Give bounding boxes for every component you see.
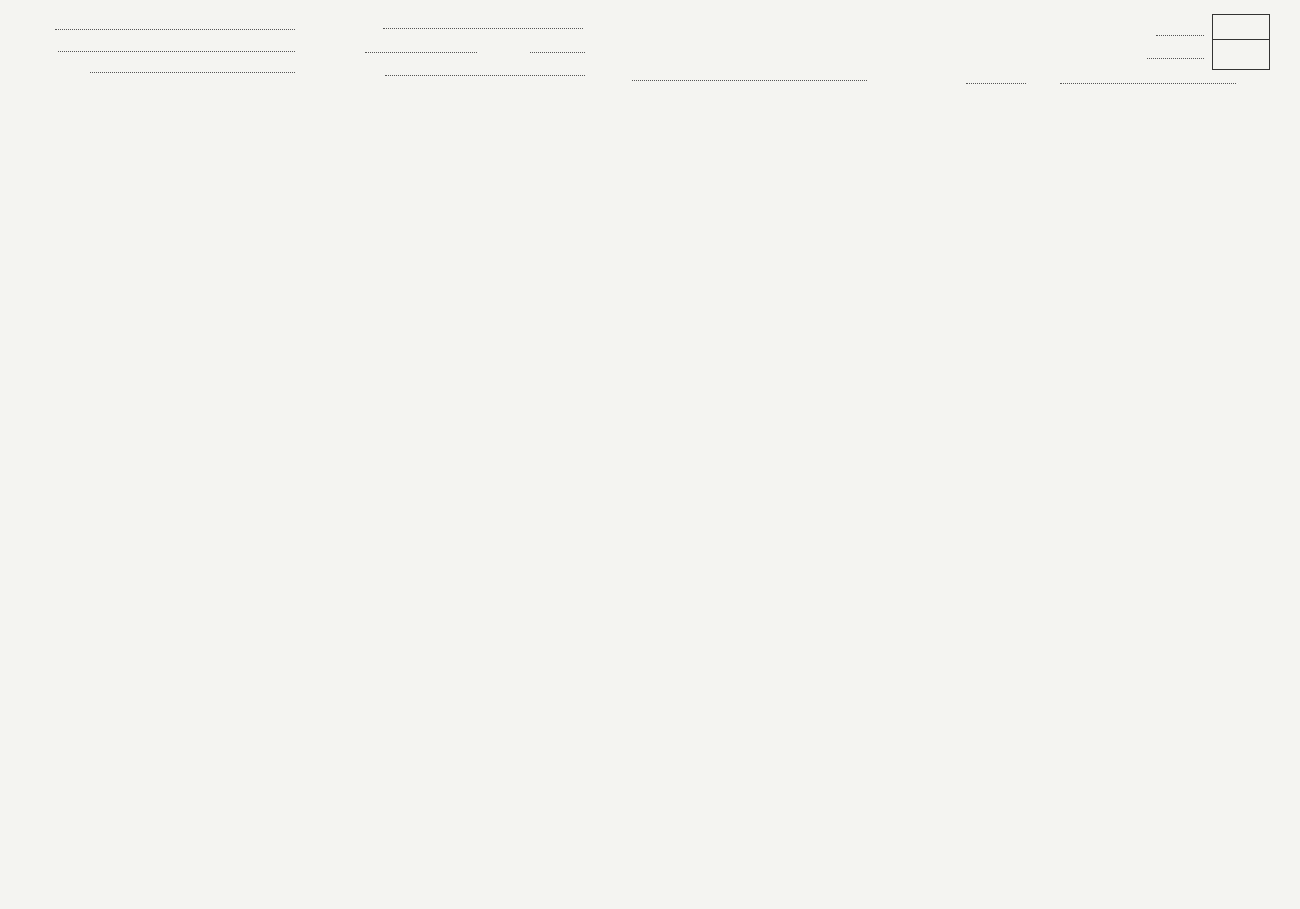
required-6	[1128, 898, 1298, 909]
abbr-col14	[454, 880, 518, 908]
abbr-col12b	[390, 880, 450, 908]
required-2	[988, 892, 1122, 903]
abbr-col27	[598, 880, 706, 908]
abbr-col12	[318, 880, 386, 908]
abbr-col25	[522, 880, 594, 908]
abbr-col31	[712, 880, 822, 908]
